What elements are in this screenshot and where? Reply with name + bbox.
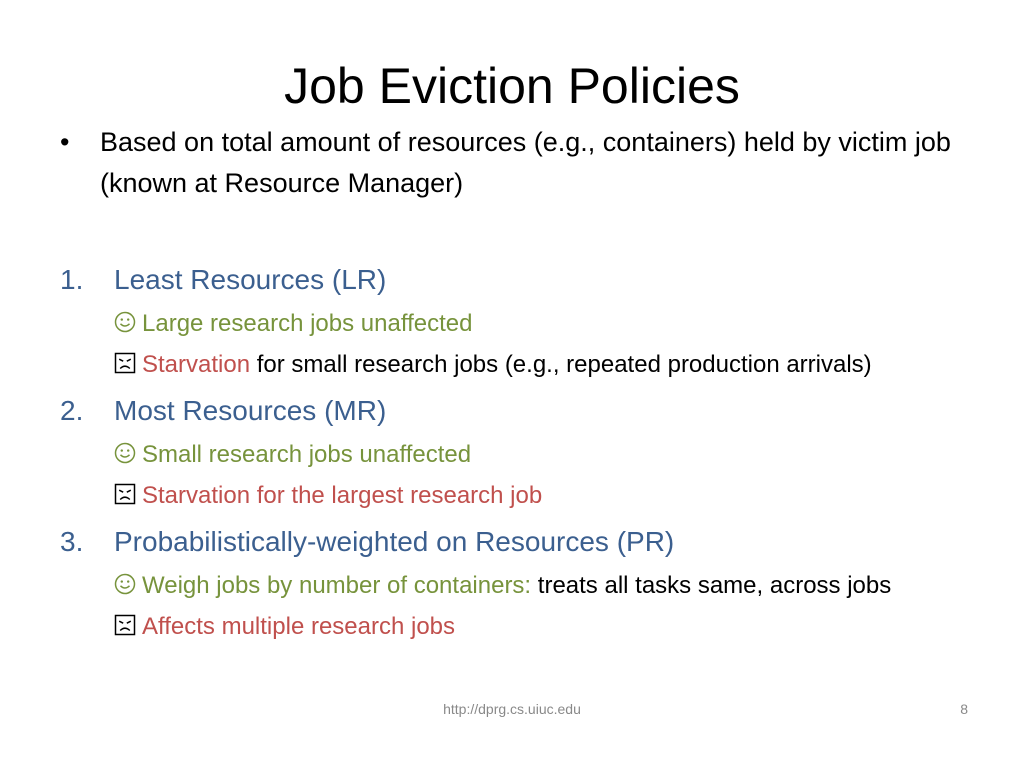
item-label: Probabilistically-weighted on Resources (PR) bbox=[114, 526, 675, 557]
page-number: 8 bbox=[960, 701, 968, 717]
pro-text: Weigh jobs by number of containers: bbox=[142, 572, 532, 599]
con-text: for small research jobs (e.g., repeated production arrivals) bbox=[250, 351, 872, 378]
intro-text: Based on total amount of resources (e.g., containers) held by victim job (known at Resource Manager) bbox=[100, 127, 951, 198]
smiley-face-icon bbox=[114, 311, 136, 333]
con-highlight: Starvation for the largest research job bbox=[142, 482, 543, 509]
pro-line-lr bbox=[114, 309, 1014, 339]
item-number: 2. bbox=[60, 395, 84, 426]
pro-line-pr bbox=[114, 571, 1014, 601]
frowning-face-icon bbox=[114, 352, 136, 374]
item-number: 1. bbox=[60, 264, 84, 295]
smiley-face-icon bbox=[114, 573, 136, 595]
pro-text: Large research jobs unaffected bbox=[142, 310, 473, 337]
smiley-face-icon bbox=[114, 442, 136, 464]
bullet-dot: • bbox=[60, 127, 70, 157]
con-line-mr bbox=[114, 481, 1014, 511]
con-highlight: Starvation bbox=[142, 351, 251, 378]
pro-rest-text: treats all tasks same, across jobs bbox=[531, 572, 892, 599]
con-highlight: Affects multiple research jobs bbox=[142, 613, 456, 640]
pro-line-mr bbox=[114, 440, 1014, 470]
item-label: Least Resources (LR) bbox=[114, 264, 387, 295]
con-line-lr bbox=[114, 350, 1014, 380]
footer-url: http://dprg.cs.uiuc.edu bbox=[443, 701, 581, 717]
con-line-pr bbox=[114, 612, 1014, 642]
item-number: 3. bbox=[60, 526, 84, 557]
slide-title: Job Eviction Policies bbox=[284, 58, 740, 114]
frowning-face-icon bbox=[114, 483, 136, 505]
pro-text: Small research jobs unaffected bbox=[142, 441, 472, 468]
item-label: Most Resources (MR) bbox=[114, 395, 387, 426]
frowning-face-icon bbox=[114, 614, 136, 636]
